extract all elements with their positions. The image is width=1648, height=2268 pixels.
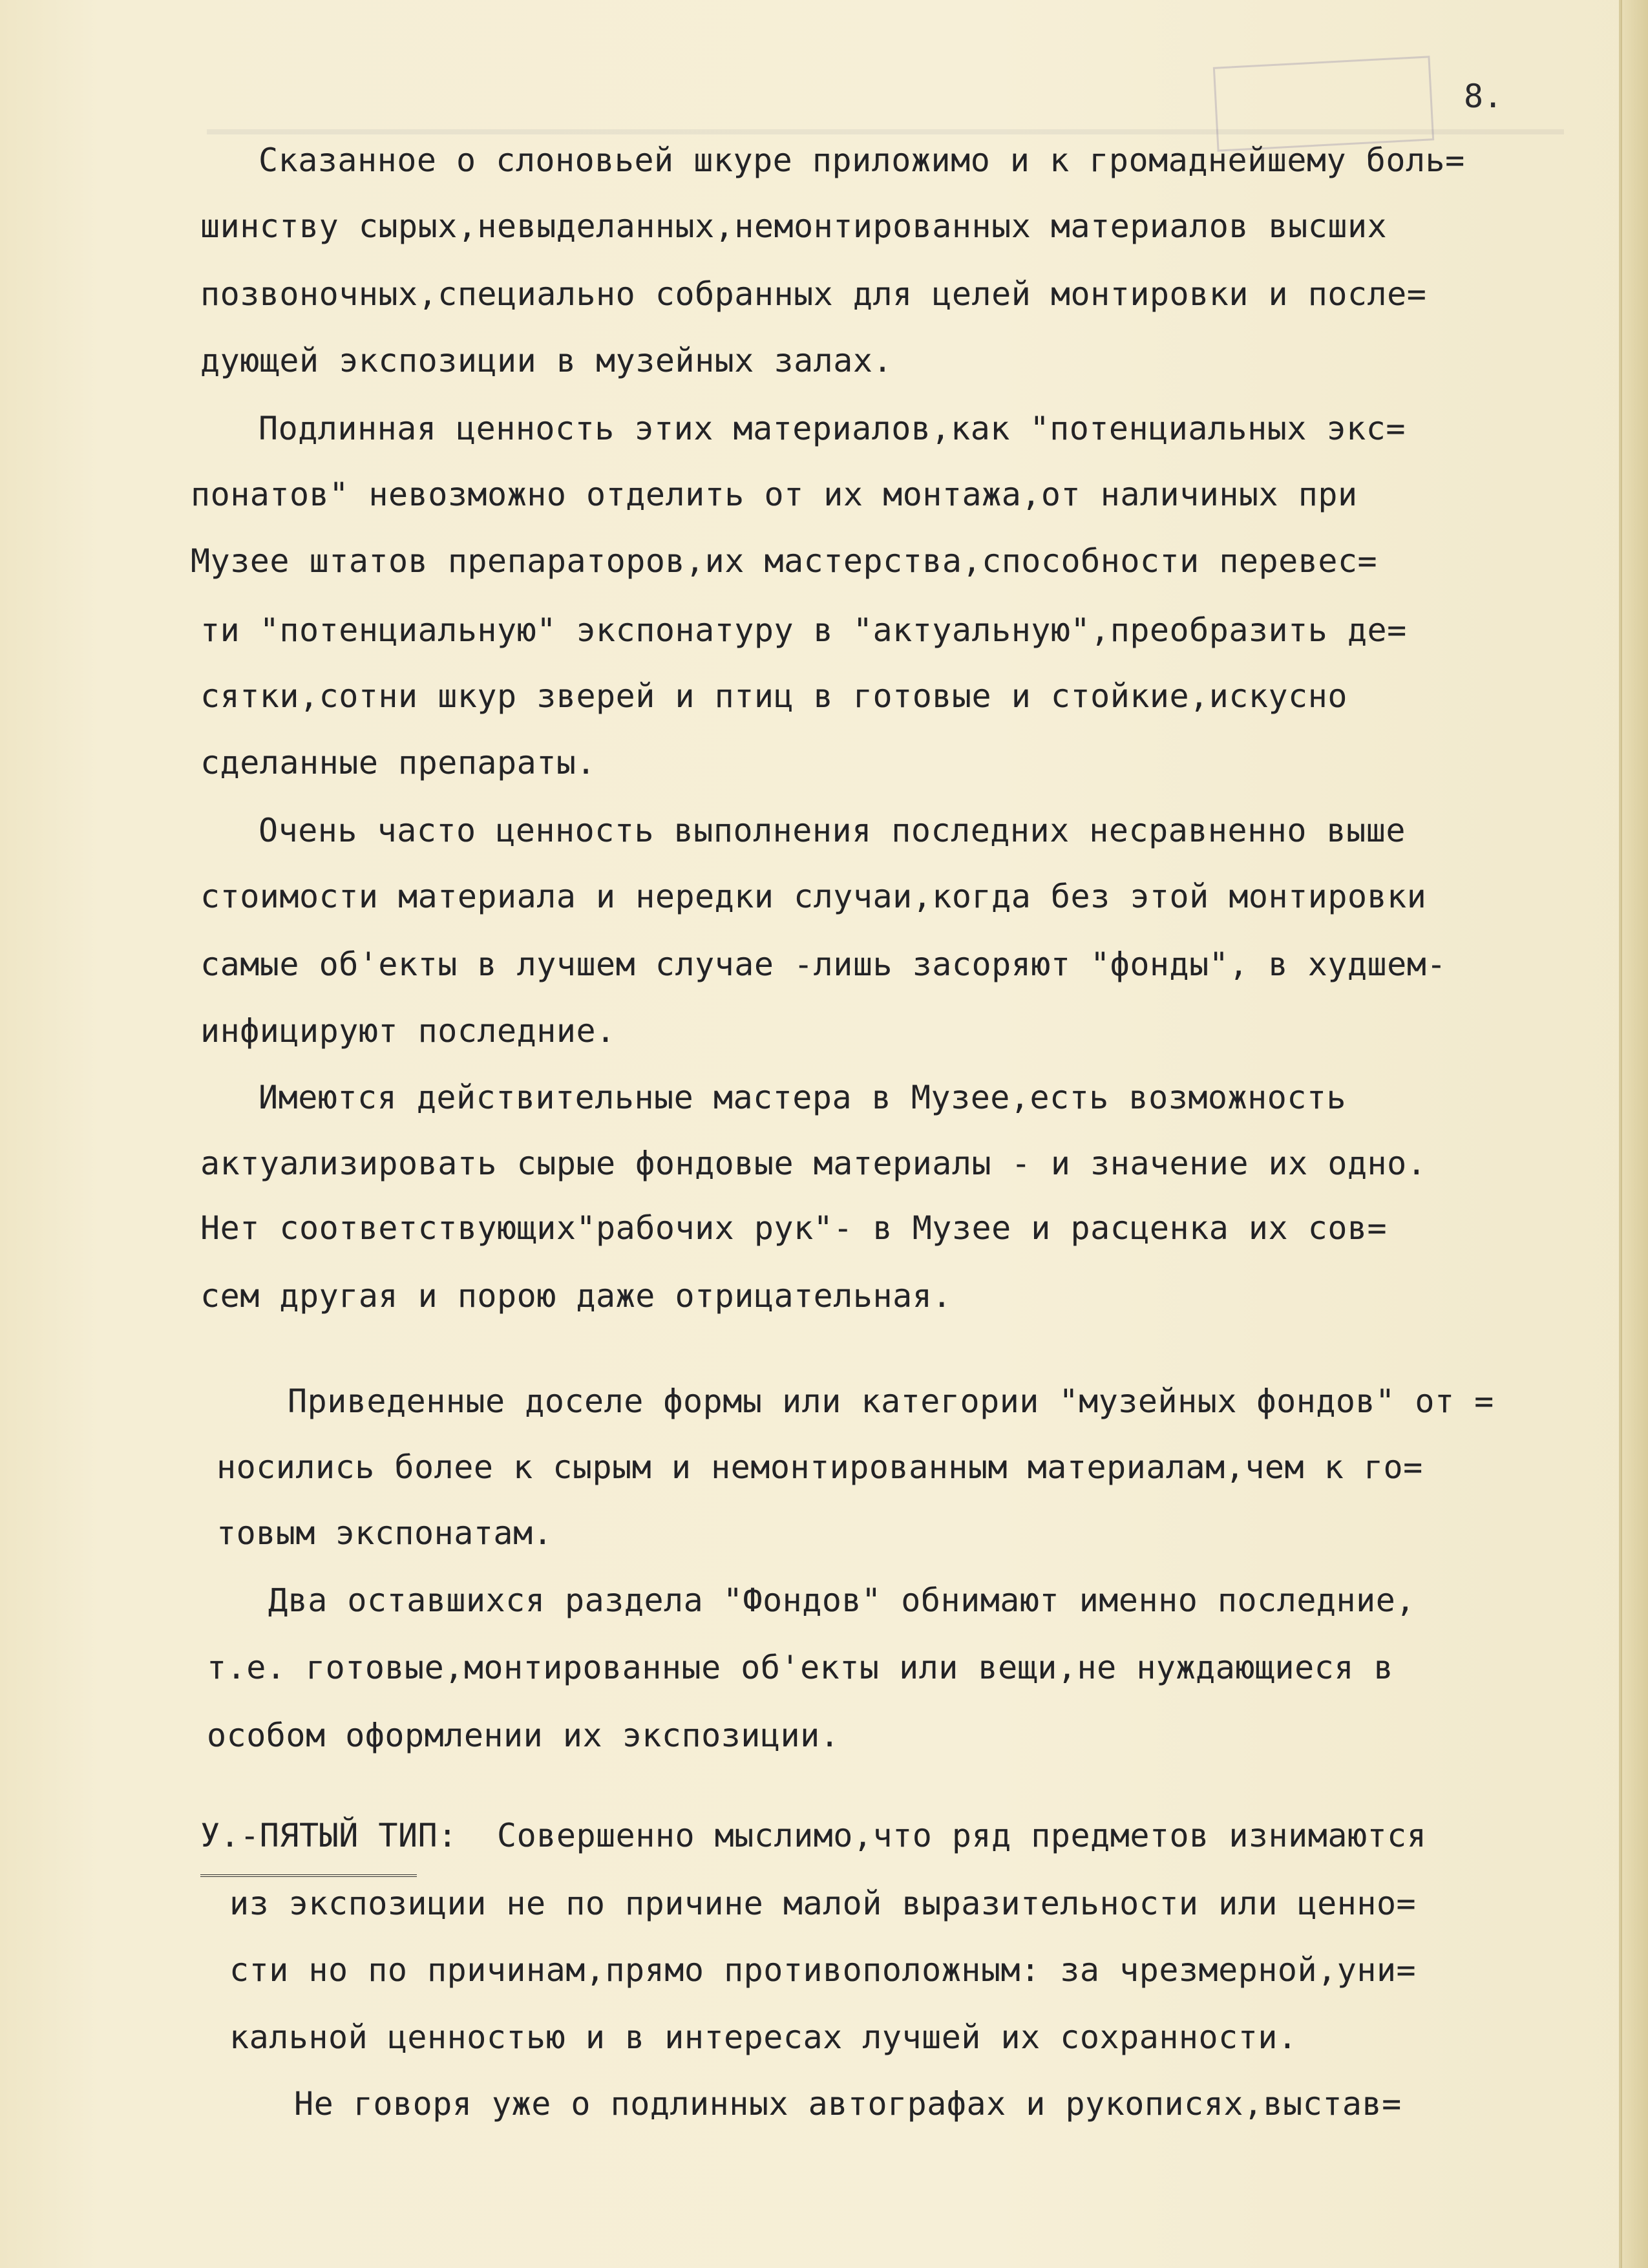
text-line: Музее штатов препараторов,их мастерства,способности перевес= (191, 542, 1378, 580)
text-line: особом оформлении их экспозиции. (207, 1717, 840, 1754)
text-line: из экспозиции не по причине малой выразительности или ценно= (229, 1885, 1417, 1922)
text-line: Два оставшихся раздела "Фондов" обнимают именно последние, (268, 1582, 1415, 1619)
text-line: кальной ценностью и в интересах лучшей их сохранности. (229, 2019, 1298, 2056)
page-number: 8. (1464, 78, 1503, 115)
text-line: Подлинная ценность этих материалов,как "потенциальных экс= (259, 410, 1406, 447)
text-line: сделанные препараты. (200, 744, 597, 781)
text-line: сти но по причинам,прямо противоположным: за чрезмерной,уни= (229, 1951, 1417, 1989)
bleed-through-texture (207, 129, 1564, 134)
text-line: т.е. готовые,монтированные об'екты или вещи,не нуждающиеся в (207, 1649, 1394, 1686)
heading-underline (200, 1874, 417, 1881)
text-line: Приведенные доселе формы или категории "музейных фондов" от = (288, 1383, 1494, 1420)
binding-edge (1621, 0, 1648, 2268)
text-line: инфицируют последние. (200, 1012, 616, 1050)
text-line: позвоночных,специально собранных для целей монтировки и после= (200, 275, 1427, 313)
text-line: шинству сырых,невыделанных,немонтированных материалов высших (200, 207, 1388, 245)
text-line: Не говоря уже о подлинных автографах и рукописях,выстав= (294, 2085, 1402, 2123)
text-line: стоимости материала и нередки случаи,когда без этой монтировки (200, 878, 1427, 915)
text-line: понатов" невозможно отделить от их монтажа,от наличиных при (191, 476, 1358, 513)
text-line: самые об'екты в лучшем случае -лишь засоряют "фонды", в худшем- (200, 946, 1446, 983)
text-line: сем другая и порою даже отрицательная. (200, 1277, 952, 1315)
text-line: Нет соответствующих"рабочих рук"- в Музее и расценка их сов= (200, 1209, 1388, 1247)
text-line: носились более к сырым и немонтированным материалам,чем к го= (217, 1448, 1423, 1486)
text-line: ти "потенциальную" экспонатуру в "актуальную",преобразить де= (200, 611, 1407, 649)
fold-line (1619, 0, 1621, 2268)
faded-stamp (1213, 56, 1434, 151)
text-line: Сказанное о слоновьей шкуре приложимо и к громаднейшему боль= (259, 142, 1465, 179)
text-line: актуализировать сырые фондовые материалы - и значение их одно. (200, 1145, 1427, 1182)
text-line: дующей экспозиции в музейных залах. (200, 342, 893, 379)
text-line: товым экспонатам. (217, 1514, 553, 1552)
text-line: Имеются действительные мастера в Музее,есть возможность (259, 1079, 1347, 1116)
text-line: сятки,сотни шкур зверей и птиц в готовые и стойкие,искусно (200, 677, 1347, 715)
section-heading-line: У.-ПЯТЫЙ ТИП: Совершенно мыслимо,что ряд предметов изнимаются (200, 1817, 1427, 1854)
text-line: Очень часто ценность выполнения последних несравненно выше (259, 812, 1406, 849)
